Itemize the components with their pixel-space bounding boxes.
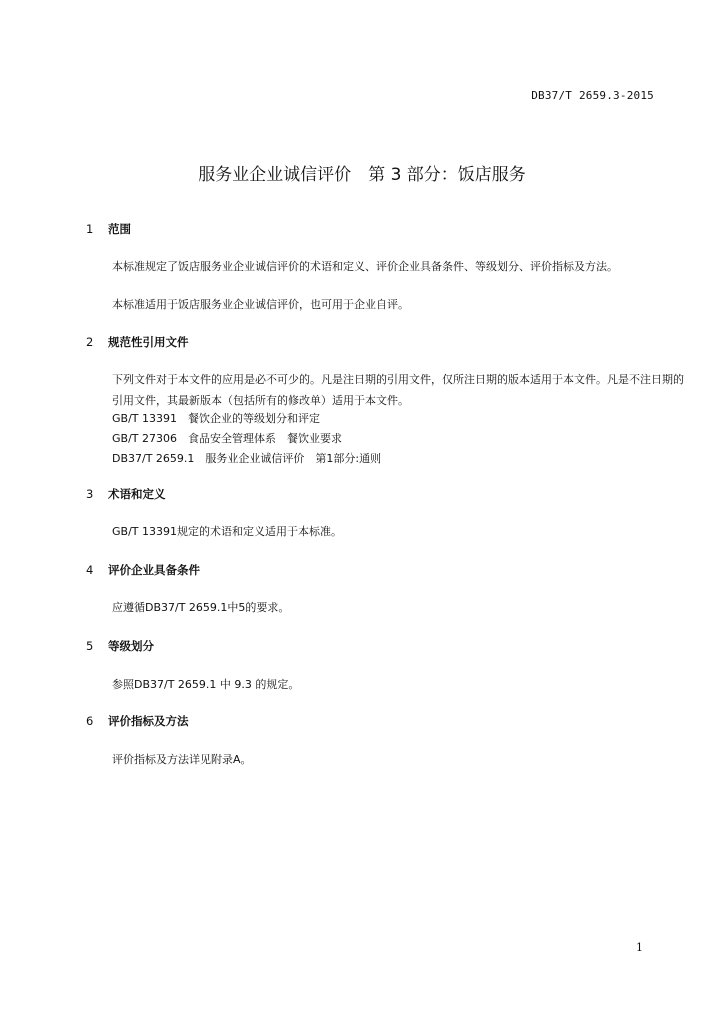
paragraph: 参照DB37/T 2659.1 中 9.3 的规定。 [112, 678, 300, 691]
reference-item: GB/T 13391 餐饮企业的等级划分和评定 [112, 412, 320, 425]
section-title: 评价企业具备条件 [108, 563, 201, 577]
section-heading-6 [86, 713, 189, 729]
paragraph: 本标准适用于饭店服务业企业诚信评价，也可用于企业自评。 [112, 298, 409, 311]
document-title: 服务业企业诚信评价 第 3 部分：饭店服务 [198, 165, 526, 185]
section-number: 1 [86, 222, 94, 236]
section-title: 评价指标及方法 [108, 714, 189, 728]
paragraph: 应遵循DB37/T 2659.1中5的要求。 [112, 601, 290, 614]
section-title: 等级划分 [108, 639, 155, 653]
section-heading-1 [86, 221, 131, 237]
section-title: 术语和定义 [108, 487, 166, 501]
reference-item: DB37/T 2659.1 服务业企业诚信评价 第1部分:通则 [112, 452, 382, 465]
section-number: 2 [86, 335, 94, 349]
section-heading-3 [86, 486, 166, 502]
section-number: 6 [86, 714, 94, 728]
paragraph: 下列文件对于本文件的应用是必不可少的。凡是注日期的引用文件，仅所注日期的版本适用于本文件。凡是不注日期的引用文件，其最新版本（包括所有的修改单）适用于本文件。 [112, 373, 684, 407]
paragraph: GB/T 13391规定的术语和定义适用于本标准。 [112, 525, 342, 538]
section-heading-5 [86, 638, 154, 654]
page-number: 1 [636, 941, 643, 954]
reference-item: GB/T 27306 食品安全管理体系 餐饮业要求 [112, 432, 342, 445]
section-heading-4 [86, 562, 200, 578]
section-title: 范围 [108, 222, 132, 236]
section-number: 5 [86, 639, 94, 653]
section-number: 3 [86, 487, 94, 501]
paragraph: 评价指标及方法详见附录A。 [112, 753, 252, 766]
paragraph: 本标准规定了饭店服务业企业诚信评价的术语和定义、评价企业具备条件、等级划分、评价指标及方法。 [112, 260, 618, 273]
document-number: DB37/T 2659.3-2015 [531, 89, 654, 102]
section-heading-2 [86, 334, 189, 350]
section-title: 规范性引用文件 [108, 335, 189, 349]
section-number: 4 [86, 563, 94, 577]
